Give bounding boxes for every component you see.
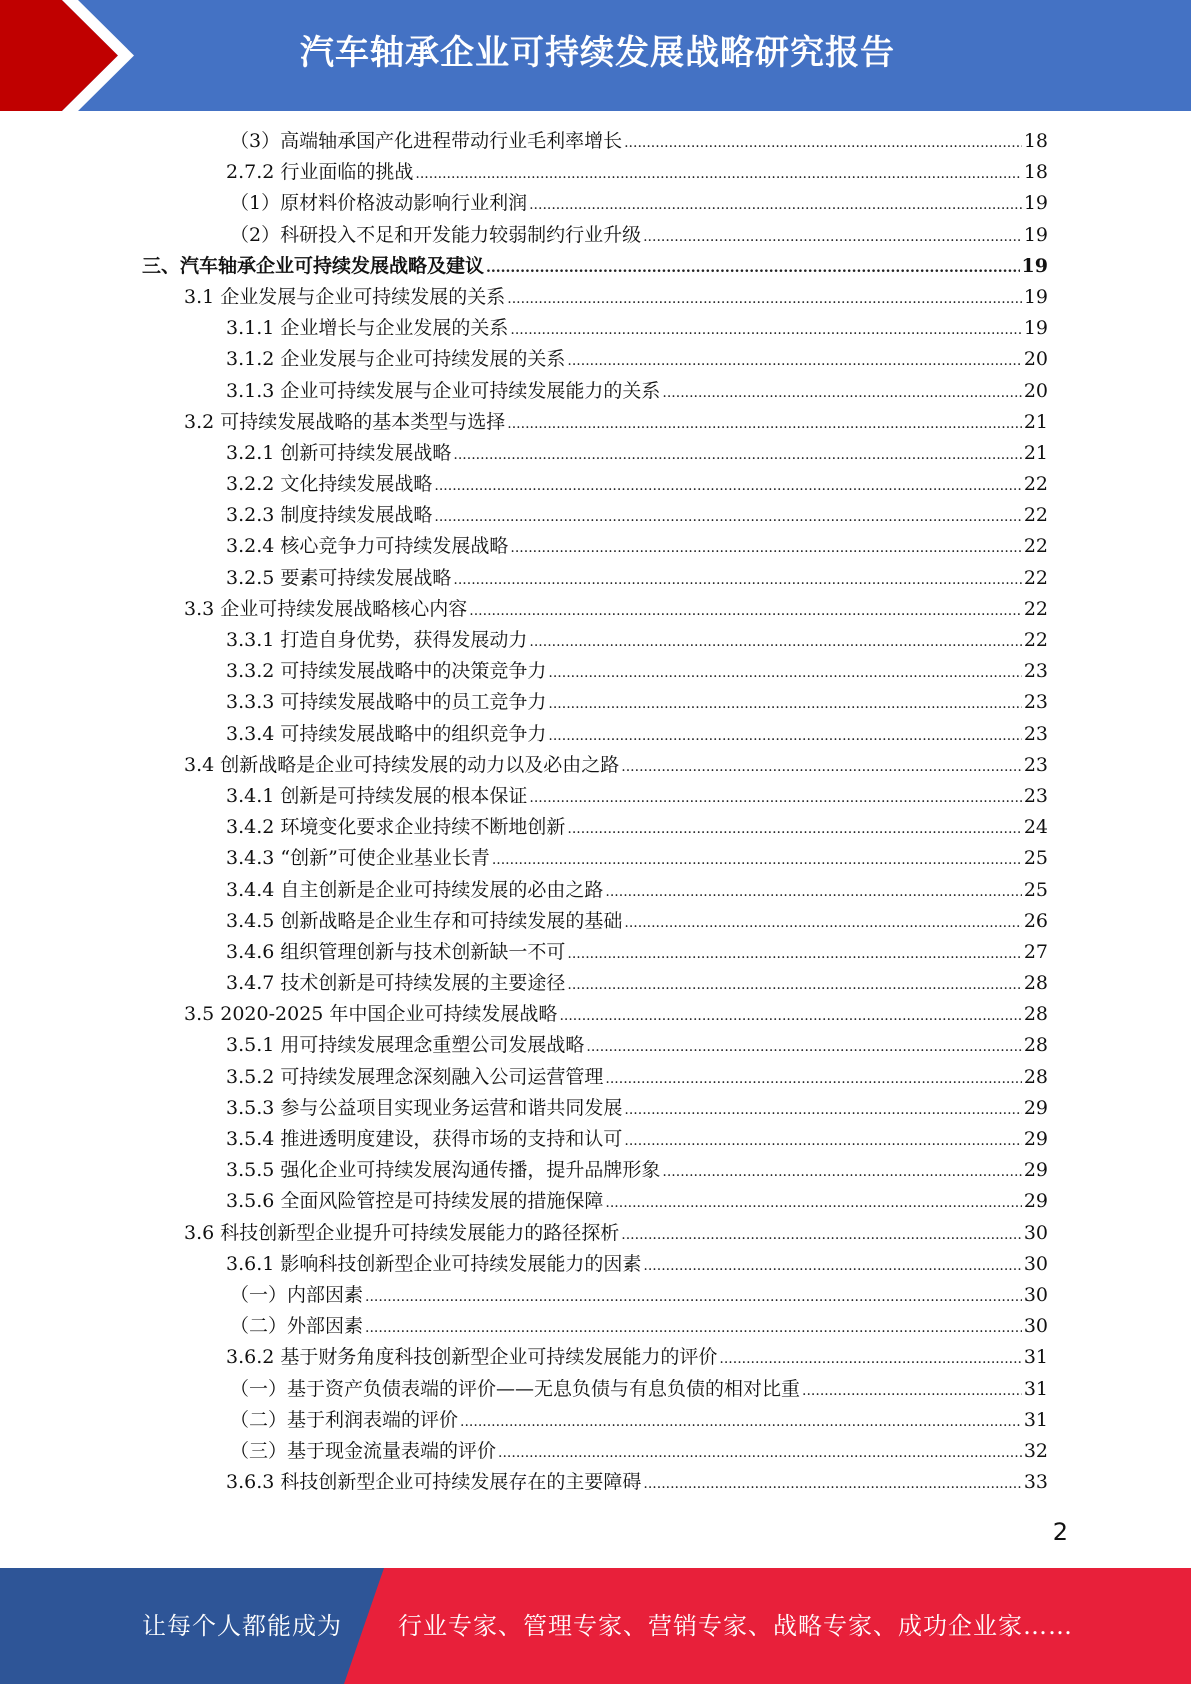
toc-entry-page: 19 xyxy=(1021,254,1048,277)
toc-entry-title: （3）高端轴承国产化进程带动行业毛利率增长 xyxy=(230,130,623,152)
toc-entry[interactable] xyxy=(0,1062,1048,1093)
toc-entry-title: 2.7.2 行业面临的挑战 xyxy=(226,161,414,184)
toc-leader-dots xyxy=(662,378,1021,409)
toc-entry-title: （三）基于现金流量表端的评价 xyxy=(230,1439,497,1462)
toc-leader-dots xyxy=(434,471,1021,502)
toc-entry[interactable] xyxy=(0,968,1048,999)
toc-entry[interactable] xyxy=(0,1030,1048,1061)
toc-entry-title: 3.5.6 全面风险管控是可持续发展的措施保障 xyxy=(226,1190,604,1213)
toc-leader-dots xyxy=(624,1095,1021,1126)
toc-entry[interactable] xyxy=(0,220,1048,251)
toc-entry-page: 32 xyxy=(1023,1439,1048,1462)
toc-entry[interactable] xyxy=(0,937,1048,968)
toc-entry[interactable] xyxy=(0,188,1048,219)
toc-entry-title: 3.5.5 强化企业可持续发展沟通传播，提升品牌形象 xyxy=(226,1159,661,1182)
toc-entry[interactable] xyxy=(0,1124,1048,1155)
toc-entry-page: 21 xyxy=(1023,441,1048,464)
header-arrow-shape xyxy=(0,0,160,111)
toc-entry[interactable] xyxy=(0,1467,1048,1498)
toc-entry[interactable] xyxy=(0,719,1048,750)
toc-entry-title: （2）科研投入不足和开发能力较弱制约行业升级 xyxy=(230,223,642,246)
toc-entry-page: 30 xyxy=(1023,1315,1048,1338)
toc-entry-title: 3.5.1 用可持续发展理念重塑公司发展战略 xyxy=(226,1034,585,1057)
toc-leader-dots xyxy=(567,970,1021,1001)
toc-entry[interactable] xyxy=(0,438,1048,469)
toc-entry-title: 3.6.2 基于财务角度科技创新型企业可持续发展能力的评价 xyxy=(226,1346,718,1369)
toc-entry[interactable] xyxy=(0,687,1048,718)
toc-entry[interactable] xyxy=(0,1249,1048,1280)
toc-entry-page: 18 xyxy=(1023,161,1048,184)
toc-entry-page: 29 xyxy=(1023,1128,1048,1150)
toc-entry-title: 3.1 企业发展与企业可持续发展的关系 xyxy=(184,285,506,308)
toc-entry-page: 22 xyxy=(1023,566,1048,589)
toc-entry-page: 22 xyxy=(1023,504,1048,527)
toc-entry-title: 3.6 科技创新型企业提升可持续发展能力的路径探析 xyxy=(184,1221,620,1244)
toc-leader-dots xyxy=(624,128,1022,159)
toc-entry-title: 3.5.3 参与公益项目实现业务运营和谐共同发展 xyxy=(226,1096,623,1119)
toc-entry-page: 25 xyxy=(1023,878,1048,901)
toc-entry-page: 30 xyxy=(1023,1252,1048,1275)
toc-leader-dots xyxy=(621,752,1022,783)
toc-entry-page: 23 xyxy=(1023,753,1048,776)
toc-entry[interactable] xyxy=(0,344,1048,375)
toc-leader-dots xyxy=(365,1313,1022,1344)
toc-entry-page: 31 xyxy=(1023,1346,1048,1369)
footer-slogan-right: 行业专家、管理专家、营销专家、战略专家、成功企业家…… xyxy=(398,1612,1073,1640)
toc-entry-title: 3.4.6 组织管理创新与技术创新缺一不可 xyxy=(226,940,566,963)
toc-leader-dots xyxy=(624,908,1021,939)
toc-leader-dots xyxy=(567,814,1021,845)
toc-entry[interactable] xyxy=(0,594,1048,625)
table-of-contents xyxy=(0,126,1191,1498)
toc-entry-title: 3.3.4 可持续发展战略中的组织竞争力 xyxy=(226,722,547,745)
toc-leader-dots xyxy=(662,1157,1021,1188)
toc-entry[interactable] xyxy=(0,1405,1048,1436)
toc-entry-page: 28 xyxy=(1023,1003,1048,1026)
toc-entry-page: 19 xyxy=(1023,317,1048,340)
toc-entry[interactable] xyxy=(0,1342,1048,1373)
toc-entry-title: 3.3.1 打造自身优势，获得发展动力 xyxy=(226,629,528,651)
toc-entry-title: 3.2.5 要素可持续发展战略 xyxy=(226,566,452,589)
toc-entry-title: 3.2.4 核心竞争力可持续发展战略 xyxy=(226,535,509,558)
page-number: 2 xyxy=(1052,1518,1068,1546)
toc-entry-title: （一）基于资产负债表端的评价——无息负债与有息负债的相对比重 xyxy=(230,1377,801,1400)
toc-leader-dots xyxy=(492,845,1022,876)
toc-entry-title: 3.5.2 可持续发展理念深刻融入公司运营管理 xyxy=(226,1065,604,1088)
toc-entry[interactable] xyxy=(0,625,1048,656)
toc-leader-dots xyxy=(486,253,1020,284)
toc-entry-page: 30 xyxy=(1023,1221,1048,1244)
toc-entry-title: 3.3.3 可持续发展战略中的员工竞争力 xyxy=(226,691,547,714)
toc-entry[interactable] xyxy=(0,906,1048,937)
toc-leader-dots xyxy=(643,222,1022,253)
toc-entry-page: 28 xyxy=(1023,1065,1048,1088)
toc-entry-title: 3.4.5 创新战略是企业生存和可持续发展的基础 xyxy=(226,909,623,932)
toc-entry-page: 28 xyxy=(1023,972,1048,995)
toc-entry[interactable] xyxy=(0,812,1048,843)
toc-entry[interactable] xyxy=(0,531,1048,562)
toc-entry[interactable] xyxy=(0,843,1048,874)
toc-entry-page: 23 xyxy=(1023,784,1048,807)
toc-entry-page: 20 xyxy=(1023,379,1048,402)
toc-entry-title: （二）基于利润表端的评价 xyxy=(230,1408,459,1431)
toc-leader-dots xyxy=(643,1469,1021,1500)
toc-leader-dots xyxy=(453,565,1021,596)
toc-entry-title: 3.6.3 科技创新型企业可持续发展存在的主要障碍 xyxy=(226,1471,642,1494)
toc-leader-dots xyxy=(586,1032,1021,1063)
toc-leader-dots xyxy=(567,939,1021,970)
toc-entry[interactable] xyxy=(0,750,1048,781)
toc-entry[interactable] xyxy=(0,1155,1048,1186)
toc-entry-page: 26 xyxy=(1023,909,1048,932)
toc-leader-dots xyxy=(559,1001,1021,1032)
toc-leader-dots xyxy=(498,1438,1022,1469)
toc-entry-title: 3.5.4 推进透明度建设，获得市场的支持和认可 xyxy=(226,1128,623,1150)
toc-entry-page: 24 xyxy=(1023,816,1048,839)
toc-entry[interactable] xyxy=(0,781,1048,812)
report-title: 汽车轴承企业可持续发展战略研究报告 xyxy=(300,33,895,73)
toc-leader-dots xyxy=(529,783,1021,814)
toc-leader-dots xyxy=(567,346,1021,377)
toc-entry-page: 22 xyxy=(1023,629,1048,651)
toc-entry[interactable] xyxy=(0,1280,1048,1311)
toc-entry[interactable] xyxy=(0,313,1048,344)
toc-entry-title: 3.3.2 可持续发展战略中的决策竞争力 xyxy=(226,660,547,683)
toc-leader-dots xyxy=(605,877,1021,908)
toc-entry-title: 3.2.1 创新可持续发展战略 xyxy=(226,441,452,464)
toc-entry[interactable] xyxy=(0,1186,1048,1217)
toc-leader-dots xyxy=(719,1344,1021,1375)
toc-entry-title: 3.4.7 技术创新是可持续发展的主要途径 xyxy=(226,972,566,995)
toc-entry-page: 31 xyxy=(1023,1408,1048,1431)
toc-leader-dots xyxy=(507,409,1022,440)
toc-entry-title: 3.3 企业可持续发展战略核心内容 xyxy=(184,597,468,620)
toc-entry-page: 20 xyxy=(1023,348,1048,371)
toc-leader-dots xyxy=(415,159,1021,190)
toc-entry[interactable] xyxy=(0,376,1048,407)
toc-entry-page: 29 xyxy=(1023,1096,1048,1119)
toc-entry[interactable] xyxy=(0,999,1048,1030)
toc-entry-title: 3.1.2 企业发展与企业可持续发展的关系 xyxy=(226,348,566,371)
toc-leader-dots xyxy=(529,190,1022,221)
toc-leader-dots xyxy=(624,1126,1021,1157)
toc-entry[interactable] xyxy=(0,1093,1048,1124)
toc-leader-dots xyxy=(469,596,1022,627)
toc-leader-dots xyxy=(510,533,1021,564)
toc-entry[interactable] xyxy=(0,469,1048,500)
toc-entry-page: 18 xyxy=(1023,130,1048,152)
toc-leader-dots xyxy=(643,1251,1021,1282)
toc-entry-page: 25 xyxy=(1023,847,1048,870)
toc-entry-title: 3.1.3 企业可持续发展与企业可持续发展能力的关系 xyxy=(226,379,661,402)
toc-entry-page: 22 xyxy=(1023,473,1048,496)
toc-entry[interactable] xyxy=(0,251,1048,282)
toc-leader-dots xyxy=(365,1282,1022,1313)
toc-entry-page: 27 xyxy=(1023,940,1048,963)
toc-entry-title: 3.5 2020-2025 年中国企业可持续发展战略 xyxy=(184,1003,558,1026)
toc-entry[interactable] xyxy=(0,875,1048,906)
toc-entry-title: （1）原材料价格波动影响行业利润 xyxy=(230,192,528,215)
toc-entry[interactable] xyxy=(0,157,1048,188)
toc-entry[interactable] xyxy=(0,407,1048,438)
toc-entry[interactable] xyxy=(0,1218,1048,1249)
toc-leader-dots xyxy=(605,1064,1021,1095)
toc-leader-dots xyxy=(548,721,1021,752)
toc-entry[interactable] xyxy=(0,1436,1048,1467)
toc-entry-title: 三、汽车轴承企业可持续发展战略及建议 xyxy=(142,254,485,277)
toc-entry-page: 29 xyxy=(1023,1159,1048,1182)
toc-entry[interactable] xyxy=(0,282,1048,313)
toc-entry-page: 19 xyxy=(1023,223,1048,246)
toc-entry-title: 3.4 创新战略是企业可持续发展的动力以及必由之路 xyxy=(184,753,620,776)
toc-leader-dots xyxy=(802,1376,1022,1407)
toc-leader-dots xyxy=(621,1220,1022,1251)
footer-slogan-left: 让每个人都能成为 xyxy=(142,1612,342,1640)
toc-entry-page: 23 xyxy=(1023,660,1048,683)
toc-entry-page: 22 xyxy=(1023,535,1048,558)
toc-entry-title: 3.4.2 环境变化要求企业持续不断地创新 xyxy=(226,816,566,839)
toc-entry-page: 31 xyxy=(1023,1377,1048,1400)
toc-entry[interactable] xyxy=(0,1311,1048,1342)
toc-entry-page: 21 xyxy=(1023,410,1048,433)
page-header xyxy=(0,0,1191,111)
toc-entry-title: 3.4.3 “创新”可使企业基业长青 xyxy=(226,847,490,870)
toc-entry[interactable] xyxy=(0,126,1048,157)
toc-leader-dots xyxy=(605,1188,1021,1219)
toc-entry-page: 33 xyxy=(1023,1471,1048,1494)
toc-leader-dots xyxy=(510,315,1021,346)
toc-entry-title: 3.4.4 自主创新是企业可持续发展的必由之路 xyxy=(226,878,604,901)
toc-entry-title: （二）外部因素 xyxy=(230,1315,364,1338)
toc-leader-dots xyxy=(507,284,1022,315)
toc-entry-page: 29 xyxy=(1023,1190,1048,1213)
toc-leader-dots xyxy=(548,658,1021,689)
toc-entry[interactable] xyxy=(0,1374,1048,1405)
toc-entry-title: 3.1.1 企业增长与企业发展的关系 xyxy=(226,317,509,340)
toc-leader-dots xyxy=(460,1407,1022,1438)
toc-entry-page: 28 xyxy=(1023,1034,1048,1057)
toc-entry-page: 23 xyxy=(1023,722,1048,745)
toc-entry-page: 19 xyxy=(1023,285,1048,308)
toc-leader-dots xyxy=(434,502,1021,533)
toc-entry[interactable] xyxy=(0,656,1048,687)
toc-entry-title: 3.2 可持续发展战略的基本类型与选择 xyxy=(184,410,506,433)
toc-entry-page: 30 xyxy=(1023,1283,1048,1306)
toc-entry-title: 3.6.1 影响科技创新型企业可持续发展能力的因素 xyxy=(226,1252,642,1275)
toc-entry-title: （一）内部因素 xyxy=(230,1283,364,1306)
toc-entry-page: 23 xyxy=(1023,691,1048,714)
toc-entry-title: 3.2.2 文化持续发展战略 xyxy=(226,473,433,496)
toc-leader-dots xyxy=(548,689,1021,720)
toc-leader-dots xyxy=(529,627,1021,658)
toc-entry-title: 3.4.1 创新是可持续发展的根本保证 xyxy=(226,784,528,807)
toc-entry-page: 22 xyxy=(1023,597,1048,620)
toc-entry-page: 19 xyxy=(1023,192,1048,215)
page-footer xyxy=(0,1568,1191,1684)
toc-entry-title: 3.2.3 制度持续发展战略 xyxy=(226,504,433,527)
toc-entry[interactable] xyxy=(0,500,1048,531)
toc-entry[interactable] xyxy=(0,563,1048,594)
toc-leader-dots xyxy=(453,440,1021,471)
